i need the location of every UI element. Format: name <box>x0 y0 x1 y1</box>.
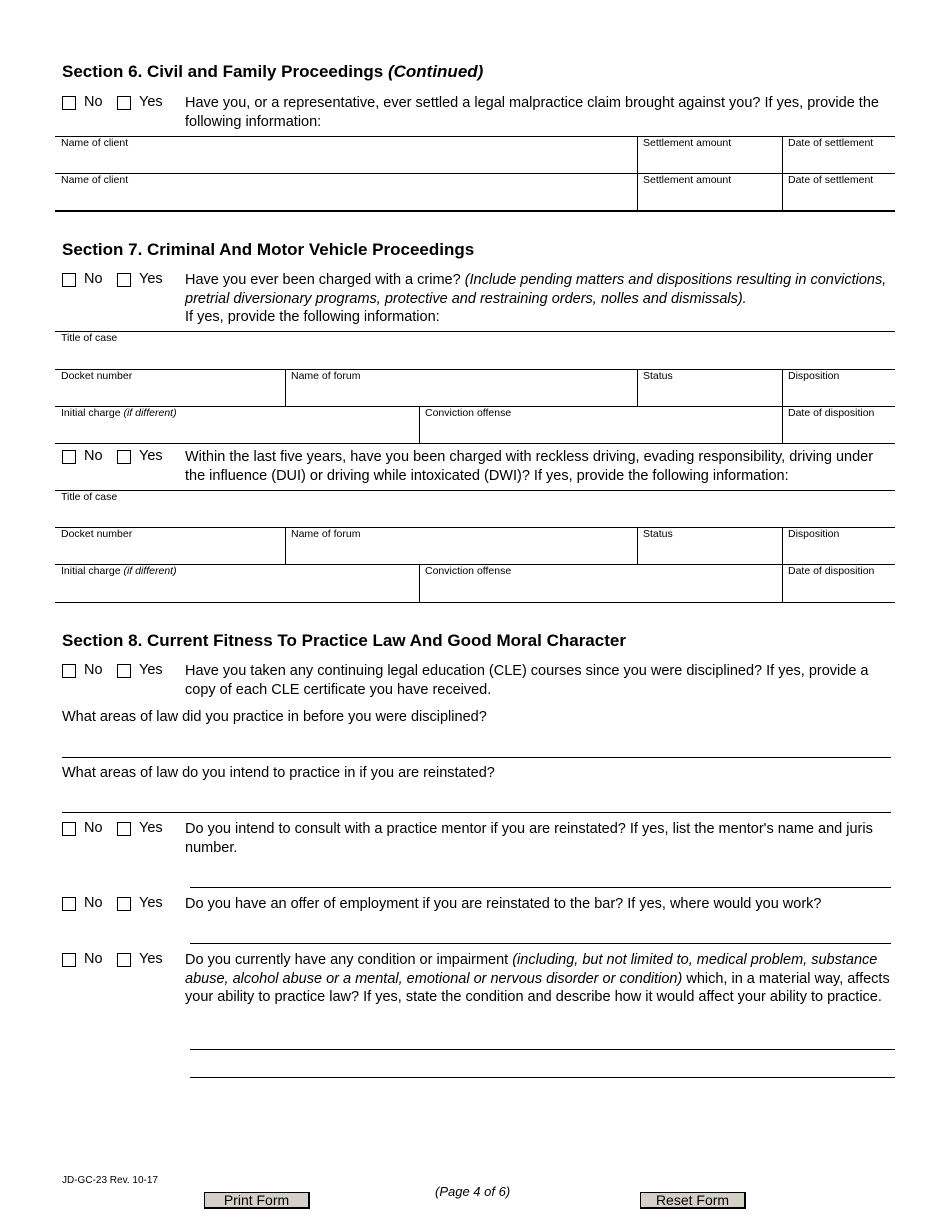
employment-yes-checkbox[interactable] <box>117 897 131 911</box>
crime-docket-number-field[interactable] <box>55 369 285 406</box>
settlement-amount-field-1[interactable] <box>637 136 782 173</box>
dui-yes-checkbox[interactable] <box>117 450 131 464</box>
settlement-date-field-2[interactable] <box>782 173 895 210</box>
field-label: Disposition <box>788 528 840 540</box>
employment-no-checkbox[interactable] <box>62 897 76 911</box>
field-label: Settlement amount <box>643 137 732 149</box>
field-label: Disposition <box>788 370 840 382</box>
section6-title-text: Section 6. Civil and Family Proceedings <box>62 62 384 81</box>
crime-yes-label: Yes <box>139 271 163 287</box>
field-label: Docket number <box>61 370 133 382</box>
crime-no-label: No <box>84 271 103 287</box>
dui-title-of-case-field[interactable] <box>55 490 895 527</box>
areas-intend-question: What areas of law do you intend to practice in if you are reinstated? <box>62 765 495 781</box>
dui-no-label: No <box>84 448 103 464</box>
condition-question-main: Do you currently have any condition or impairment <box>185 952 509 968</box>
crime-question-note: (Include pending matters and dispositions resulting in convictions, pretrial diversionary programs, protective and restraining orders, nolles and dismissals). <box>185 272 887 307</box>
field-label: Name of forum <box>291 370 361 382</box>
settlement-client-field-2[interactable] <box>55 173 637 210</box>
malpractice-yes-checkbox[interactable] <box>117 96 131 110</box>
areas-before-answer-line[interactable] <box>62 757 891 758</box>
field-label: Docket number <box>61 528 133 540</box>
settlement-amount-field-2[interactable] <box>637 173 782 210</box>
cle-no-checkbox[interactable] <box>62 664 76 678</box>
crime-no-checkbox[interactable] <box>62 273 76 287</box>
initial-charge-text: Initial charge <box>61 407 121 419</box>
condition-answer-line-1[interactable] <box>190 1049 895 1050</box>
malpractice-no-checkbox[interactable] <box>62 96 76 110</box>
field-label: Name of client <box>61 174 129 186</box>
mentor-yes-checkbox[interactable] <box>117 822 131 836</box>
malpractice-yes-label: Yes <box>139 94 163 110</box>
reset-form-button[interactable]: Reset Form <box>640 1192 746 1209</box>
crime-yes-checkbox[interactable] <box>117 273 131 287</box>
condition-no-label: No <box>84 951 103 967</box>
print-form-button[interactable]: Print Form <box>204 1192 310 1209</box>
dui-question: Within the last five years, have you been charged with reckless driving, evading responsibility, driving under the influence (DUI) or driving while intoxicated (DWI)? If yes, provide the following information: <box>185 449 874 484</box>
areas-before-question: What areas of law did you practice in before you were disciplined? <box>62 709 487 725</box>
crime-name-of-forum-field[interactable] <box>285 369 637 406</box>
dui-date-of-disposition-field[interactable] <box>782 564 895 602</box>
table-rule <box>55 602 895 603</box>
initial-charge-note: (if different) <box>123 407 177 419</box>
malpractice-no-label: No <box>84 94 103 110</box>
mentor-answer-line[interactable] <box>190 887 891 888</box>
section7-title: Section 7. Criminal And Motor Vehicle Proceedings <box>62 240 475 259</box>
dui-no-checkbox[interactable] <box>62 450 76 464</box>
crime-question-instruction: If yes, provide the following information: <box>185 309 440 325</box>
dui-docket-number-field[interactable] <box>55 527 285 564</box>
initial-charge-note: (if different) <box>123 565 177 577</box>
malpractice-question: Have you, or a representative, ever settled a legal malpractice claim brought against you? If yes, provide the following information: <box>185 95 879 130</box>
condition-answer-line-2[interactable] <box>190 1077 895 1078</box>
field-label <box>61 407 413 419</box>
crime-conviction-offense-field[interactable] <box>419 406 782 443</box>
condition-no-checkbox[interactable] <box>62 953 76 967</box>
cle-question: Have you taken any continuing legal education (CLE) courses since you were disciplined? If yes, provide a copy of each CLE certificate you have received. <box>185 663 869 698</box>
employment-yes-label: Yes <box>139 895 163 911</box>
crime-question-main: Have you ever been charged with a crime? <box>185 272 461 288</box>
dui-yes-label: Yes <box>139 448 163 464</box>
table-rule <box>55 443 895 444</box>
mentor-yes-label: Yes <box>139 820 163 836</box>
condition-question-note: (including, but not limited to, medical problem, substance abuse, alcohol abuse or a mental, emotional or nervous disorder or condition) <box>185 952 878 987</box>
dui-name-of-forum-field[interactable] <box>285 527 637 564</box>
form-id: JD-GC-23 Rev. 10-17 <box>62 1175 158 1186</box>
section6-title-suffix: (Continued) <box>387 62 484 81</box>
crime-disposition-field[interactable] <box>782 369 895 406</box>
field-label: Date of disposition <box>788 565 875 577</box>
condition-question <box>185 951 895 1007</box>
dui-initial-charge-field[interactable] <box>55 564 419 602</box>
field-label: Conviction offense <box>425 565 512 577</box>
page-number: (Page 4 of 6) <box>435 1184 511 1199</box>
field-label: Status <box>643 528 673 540</box>
dui-status-field[interactable] <box>637 527 782 564</box>
field-label: Title of case <box>61 491 118 503</box>
mentor-no-label: No <box>84 820 103 836</box>
table-rule <box>55 210 895 212</box>
field-label: Date of settlement <box>788 137 874 149</box>
field-label: Name of client <box>61 137 129 149</box>
crime-question <box>185 271 895 327</box>
field-label: Status <box>643 370 673 382</box>
condition-yes-label: Yes <box>139 951 163 967</box>
initial-charge-text: Initial charge <box>61 565 121 577</box>
field-label: Name of forum <box>291 528 361 540</box>
mentor-question: Do you intend to consult with a practice mentor if you are reinstated? If yes, list the mentor's name and juris number. <box>185 821 873 856</box>
settlement-client-field-1[interactable] <box>55 136 637 173</box>
cle-no-label: No <box>84 662 103 678</box>
field-label <box>61 565 413 577</box>
employment-question: Do you have an offer of employment if you are reinstated to the bar? If yes, where would you work? <box>185 896 822 912</box>
crime-date-of-disposition-field[interactable] <box>782 406 895 443</box>
field-label: Date of disposition <box>788 407 875 419</box>
areas-intend-answer-line[interactable] <box>62 812 891 813</box>
cle-yes-checkbox[interactable] <box>117 664 131 678</box>
employment-answer-line[interactable] <box>190 943 891 944</box>
field-label: Conviction offense <box>425 407 512 419</box>
crime-status-field[interactable] <box>637 369 782 406</box>
dui-disposition-field[interactable] <box>782 527 895 564</box>
dui-conviction-offense-field[interactable] <box>419 564 782 602</box>
field-label: Title of case <box>61 332 118 344</box>
settlement-date-field-1[interactable] <box>782 136 895 173</box>
mentor-no-checkbox[interactable] <box>62 822 76 836</box>
field-label: Settlement amount <box>643 174 732 186</box>
field-label: Date of settlement <box>788 174 874 186</box>
cle-yes-label: Yes <box>139 662 163 678</box>
condition-question-instruction: which, in a material way, affects your ability to practice law? If yes, state the condition and describe how it would affect your ability to practice. <box>185 970 890 1005</box>
section6-title <box>62 62 483 82</box>
condition-yes-checkbox[interactable] <box>117 953 131 967</box>
employment-no-label: No <box>84 895 103 911</box>
crime-title-of-case-field[interactable] <box>55 331 895 369</box>
section8-title: Section 8. Current Fitness To Practice Law And Good Moral Character <box>62 631 626 650</box>
crime-initial-charge-field[interactable] <box>55 406 419 443</box>
